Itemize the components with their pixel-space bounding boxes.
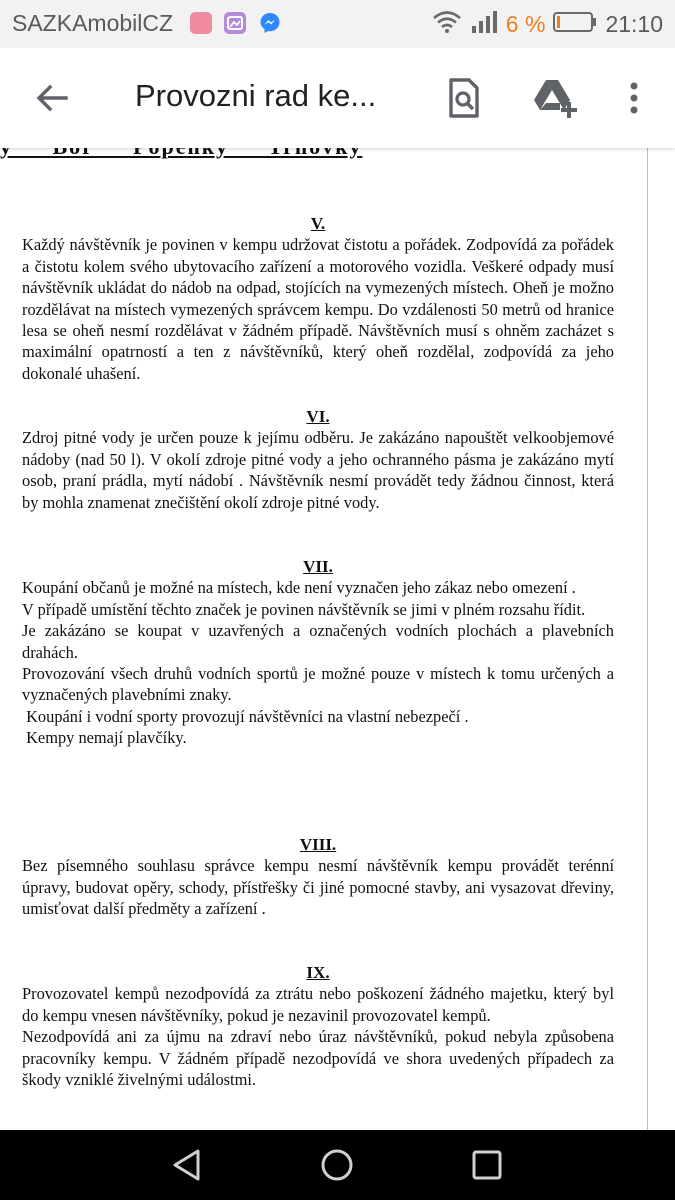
paragraph: Každý návštěvník je povinen v kempu udržovat čistotu a pořádek. Zodpovídá za pořádek a čistotu kolem svého ubytovacího zařízení a motorového vozidla. Veškeré odpady musí návštěvník ukládat do nádob na odpad, stojících na vymezených místech. Oheň je možno rozdělávat na místech vymezených správcem kempu. Do vzdálenosti 50 metrů od hranice lesa se oheň nesmí rozdělávat v žádném případě. Návštěvních musí s ohněm zacházet s maximální opatrností a ten z návštěvníků, který oheň rozdělal, zodpovídá za jeho dokonalé uhašení.	[22, 235, 614, 383]
nav-back-icon[interactable]	[168, 1146, 206, 1184]
paragraph: Bez písemného souhlasu správce kempu nesmí návštěvník kempu provádět terénní úpravy, budovat opěry, schody, přístřešky či jiné pomocné stavby, ani vysazovat dřeviny, umisťovat další předměty a zařízení .	[22, 856, 614, 919]
find-in-document-icon[interactable]	[442, 76, 486, 120]
battery-icon	[553, 11, 597, 38]
messenger-icon	[258, 11, 282, 35]
document-viewer[interactable]	[0, 148, 675, 1130]
gallery-icon	[224, 12, 246, 34]
back-arrow-icon[interactable]	[30, 76, 74, 120]
nav-recents-icon[interactable]	[468, 1146, 506, 1184]
wifi-icon	[432, 10, 462, 39]
navigation-bar	[0, 1130, 675, 1200]
app-bar	[0, 48, 675, 148]
paragraph: Kempy nemají plavčíky.	[22, 728, 187, 748]
status-bar	[0, 0, 675, 48]
page-edge	[647, 148, 648, 1130]
section-title: VII.	[303, 557, 333, 576]
paragraph: Nezodpovídá ani za újmu na zdraví nebo úraz návštěvníků, pokud nebyla způsobena pracovníky kempu. V žádném případě nezodpovídá ve shora uvedených případech za škody vzniklé živelnými událostmi.	[22, 1027, 614, 1090]
nav-home-icon[interactable]	[318, 1146, 356, 1184]
paragraph: Zdroj pitné vody je určen pouze k jejímu odběru. Je zakázáno napouštět velkoobjemové nádoby (nad 50 l). V okolí zdroje pitné vody a jeho ochranného pásma je zakázáno mytí osob, praní prádla, mytí nádobí . Návštěvník nesmí provádět tedy žádnou činnost, která by mohla znamenat znečištění okolí zdroje pitné vody.	[22, 428, 614, 512]
battery-percent: 6 %	[505, 10, 546, 37]
notification-pink-icon	[190, 12, 212, 34]
paragraph: Provozovatel kempů nezodpovídá za ztrátu nebo poškození žádného majetku, který byl do kempu vnesen návštěvníky, pokud je nezavinil provozovatel kempů.	[22, 984, 614, 1025]
section-v	[22, 213, 614, 384]
paragraph: Je zakázáno se koupat v uzavřených a označených vodních plochách a plavebních drahách.	[22, 621, 614, 662]
section-viii	[22, 834, 614, 920]
carrier-name: SAZKAmobilCZ	[12, 10, 174, 36]
paragraph: Provozování všech druhů vodních sportů je možné pouze v místech k tomu určených a vyznačených plavebními znaky.	[22, 664, 614, 705]
paragraph: V případě umístění těchto značek je povinen návštěvník se jimi v plném rozsahu řídit.	[22, 599, 586, 619]
section-vii	[22, 556, 614, 749]
section-ix	[22, 962, 614, 1090]
add-to-drive-icon[interactable]	[530, 76, 578, 120]
signal-icon	[470, 10, 498, 39]
more-vert-icon[interactable]	[616, 76, 652, 120]
section-title: V.	[310, 214, 326, 233]
paragraph: Koupání občanů je možné na místech, kde není vyznačen jeho zákaz nebo omezení .	[22, 578, 576, 598]
section-title: VI.	[306, 407, 330, 426]
section-title: VIII.	[299, 835, 337, 854]
paragraph: Koupání i vodní sporty provozují návštěvníci na vlastní nebezpečí .	[22, 706, 469, 726]
section-vi	[22, 406, 614, 513]
clock: 21:10	[605, 10, 663, 37]
document-title: Provozni rad ke...	[135, 78, 377, 113]
section-title: IX.	[306, 963, 330, 982]
